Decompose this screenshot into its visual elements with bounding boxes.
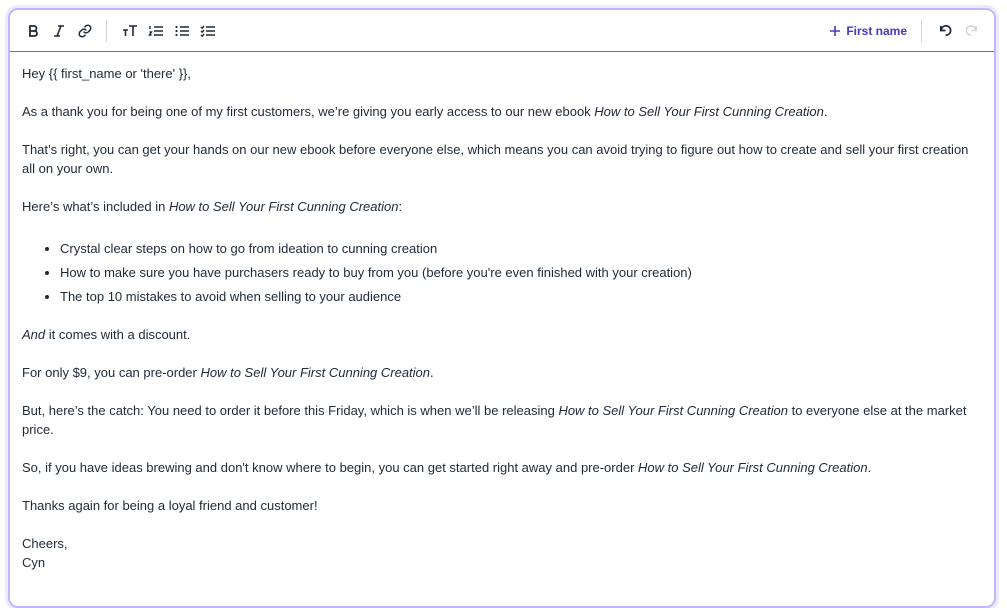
email-editor (8, 8, 996, 608)
signoff: Cheers, Cyn (22, 536, 68, 570)
paragraph: But, here’s the catch: You need to order it before this Friday, which is when we’ll be releasing How to Sell Your First Cunning Creation to everyone else at the market price. (22, 403, 967, 437)
book-title: How to Sell Your First Cunning Creation (638, 460, 868, 475)
first-name-label: First name (846, 23, 907, 38)
list-item: • How to make sure you have purchasers ready to buy from you (before you're even finished with your creation) (60, 263, 982, 282)
paragraph: So, if you have ideas brewing and don't know where to begin, you can get started right away and pre-order How to Sell Your First Cunning Creation. (22, 460, 872, 475)
sender-name: Cyn (22, 555, 46, 570)
editor-toolbar (10, 10, 994, 52)
insert-first-name-button[interactable] (827, 24, 909, 38)
plus-icon (829, 25, 841, 37)
greeting: Hey {{ first_name or 'there' }}, (22, 66, 191, 81)
list-item: • Crystal clear steps on how to go from ideation to cunning creation (60, 239, 982, 258)
paragraph: Thanks again for being a loyal friend and customer! (22, 498, 318, 513)
link-icon[interactable] (72, 18, 98, 44)
ordered-list-icon[interactable] (143, 18, 169, 44)
paragraph: For only $9, you can pre-order How to Sell Your First Cunning Creation. (22, 365, 434, 380)
paragraph: That’s right, you can get your hands on our new ebook before everyone else, which means you can avoid trying to figure out how to create and sell your first creation all on your own. (22, 142, 969, 176)
italic-icon[interactable] (46, 18, 72, 44)
toolbar-divider (921, 20, 922, 42)
book-title: How to Sell Your First Cunning Creation (168, 199, 399, 214)
email-body[interactable] (10, 52, 994, 572)
book-title: How to Sell Your First Cunning Creation (594, 104, 824, 119)
list-item: • The top 10 mistakes to avoid when selling to your audience (60, 287, 982, 306)
checklist-icon[interactable] (195, 18, 221, 44)
book-title: How to Sell Your First Cunning Creation (558, 403, 788, 418)
paragraph: Here’s what’s included in How to Sell Your First Cunning Creation: (22, 199, 403, 214)
bullet-list-icon[interactable] (169, 18, 195, 44)
book-title: How to Sell Your First Cunning Creation (200, 365, 431, 380)
paragraph: As a thank you for being one of my first customers, we’re giving you early access to our new ebook How to Sell Your First Cunning Creation. (22, 104, 828, 119)
paragraph: And it comes with a discount. (22, 327, 191, 342)
bold-icon[interactable] (20, 18, 46, 44)
text-size-icon[interactable] (117, 18, 143, 44)
redo-icon[interactable] (958, 18, 984, 44)
toolbar-divider (106, 20, 107, 42)
undo-icon[interactable] (932, 18, 958, 44)
included-list (60, 239, 982, 306)
